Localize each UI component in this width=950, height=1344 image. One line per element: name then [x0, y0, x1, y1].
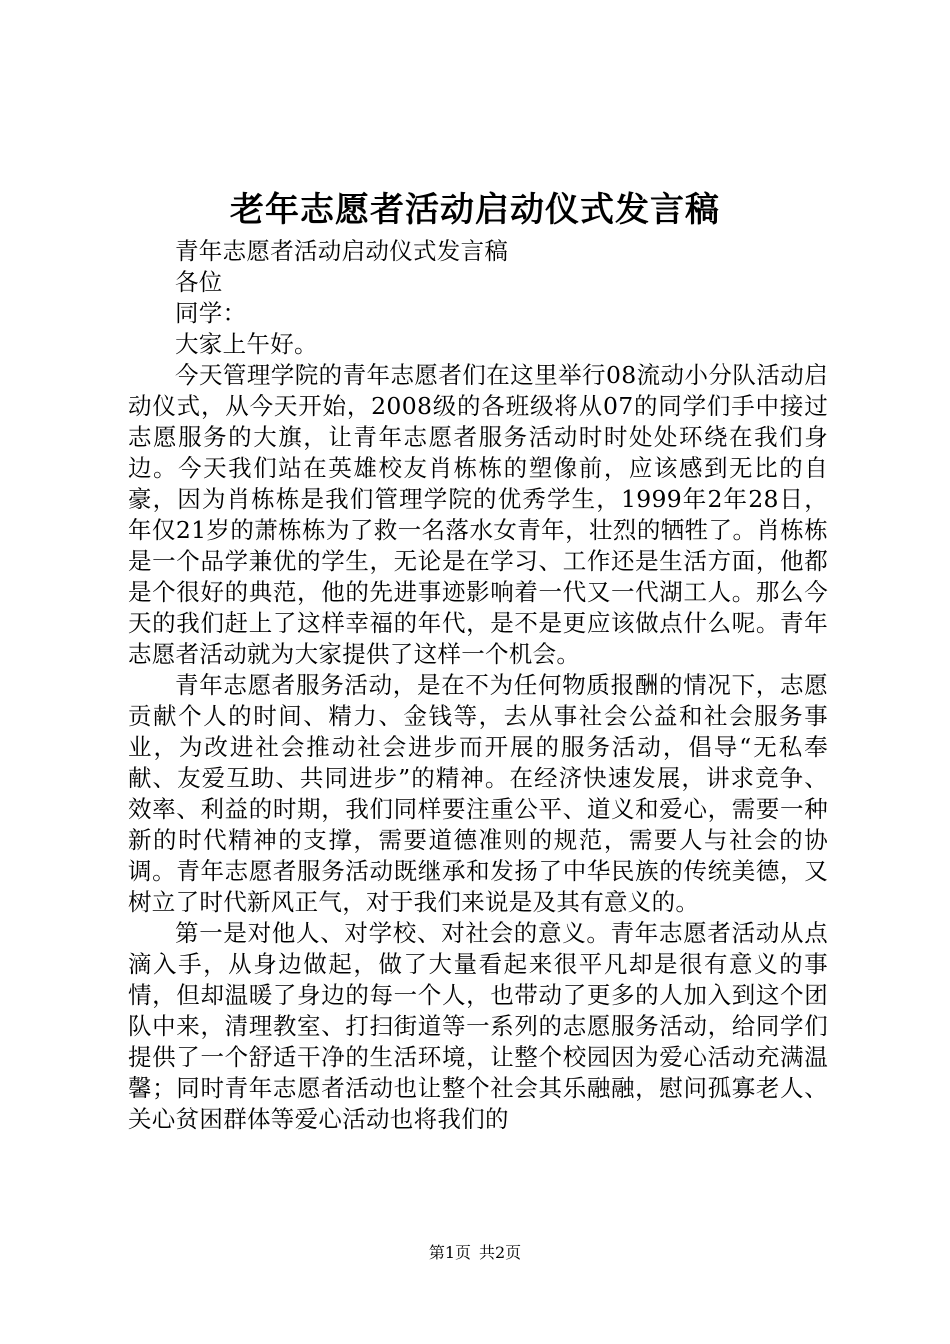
page-number: 第1页: [428, 1243, 471, 1262]
paragraph-subtitle: 青年志愿者活动启动仪式发言稿: [175, 237, 509, 265]
paragraph-salutation-2: 同学：: [175, 299, 247, 327]
paragraph-body: 今天管理学院的青年志愿者们在这里举行08流动小分队活动启动仪式，从今天开始，2008级的各班级将从07的同学们手中接过志愿服务的大旗，让青年志愿者服务活动时时处处环绕在我们身边。今天我们站在英雄校友肖栋栋的塑像前，应该感到无比的自豪，因为肖栋栋是我们管理学院的优秀学生，1999年2年28日，年仅21岁的萧栋栋为了救一名落水女青年，壮烈的牺牲了。肖栋栋是一个品学兼优的学生，无论是在学习、工作还是生活方面，他都是个很好的典范，他的先进事迹影响着一代又一代湖工人。那么今天的我们赶上了这样幸福的年代，是不是更应该做点什么呢。青年志愿者活动就为大家提供了这样一个机会。: [128, 361, 828, 668]
page-footer: [0, 1242, 950, 1264]
paragraph-salutation: 各位: [175, 268, 223, 296]
paragraph-greeting: 大家上午好。: [175, 330, 318, 358]
paragraph-body: 青年志愿者服务活动，是在不为任何物质报酬的情况下，志愿贡献个人的时间、精力、金钱等，去从事社会公益和社会服务事业，为改进社会推动社会进步而开展的服务活动，倡导“无私奉献、友爱互助、共同进步”的精神。在经济快速发展，讲求竞争、效率、利益的时期，我们同样要注重公平、道义和爱心，需要一种新的时代精神的支撑，需要道德准则的规范，需要人与社会的协调。青年志愿者服务活动既继承和发扬了中华民族的传统美德，又树立了时代新风正气，对于我们来说是及其有意义的。: [128, 671, 828, 916]
document-body: [128, 236, 828, 1135]
page-count: 共2页: [479, 1243, 522, 1262]
document-title: 老年志愿者活动启动仪式发言稿: [230, 190, 720, 230]
paragraph-body: 第一是对他人、对学校、对社会的意义。青年志愿者活动从点滴入手，从身边做起，做了大量看起来很平凡却是很有意义的事情，但却温暖了身边的每一个人，也带动了更多的人加入到这个团队中来，清理教室、打扫街道等一系列的志愿服务活动，给同学们提供了一个舒适干净的生活环境，让整个校园因为爱心活动充满温馨；同时青年志愿者活动也让整个社会其乐融融，慰问孤寡老人、关心贫困群体等爱心活动也将我们的: [128, 919, 828, 1133]
